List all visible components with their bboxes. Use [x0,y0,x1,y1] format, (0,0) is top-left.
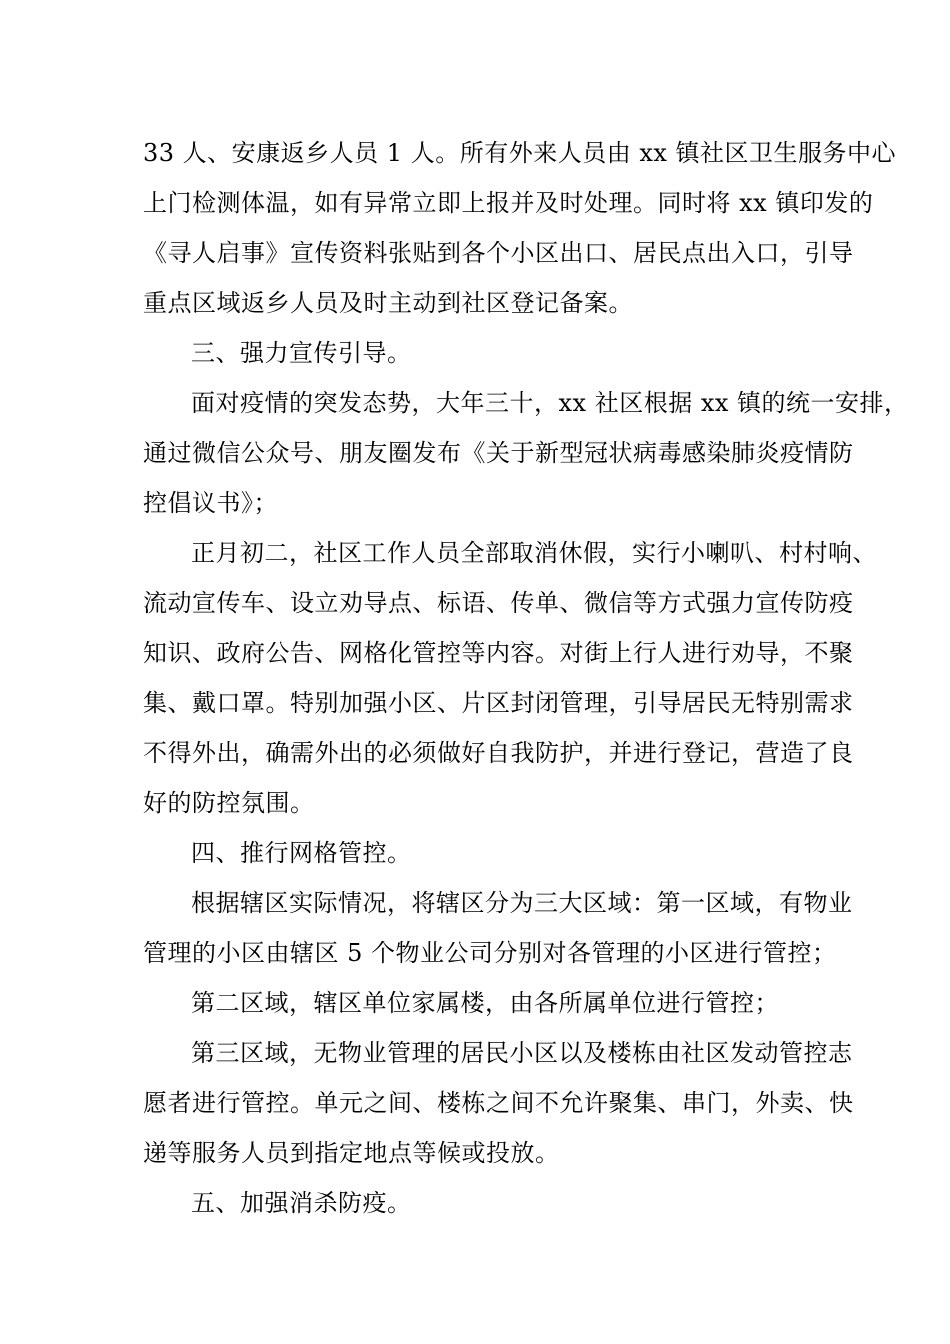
section-heading: 三、强力宣传引导。 [191,339,412,367]
section-heading: 四、推行网格管控。 [191,839,412,867]
text-line: 递等服务人员到指定地点等候或投放。 [143,1139,560,1167]
text-line: 愿者进行管控。单元之间、楼栋之间不允许聚集、串门，外卖、快 [143,1089,854,1117]
text-line: 《寻人启事》宣传资料张贴到各个小区出口、居民点出入口，引导 [143,239,854,267]
text-line: 根据辖区实际情况，将辖区分为三大区域：第一区域，有物业 [191,889,853,917]
section-heading: 五、加强消杀防疫。 [191,1189,412,1217]
text-line: 不得外出，确需外出的必须做好自我防护，并进行登记，营造了良 [143,739,854,767]
text-line: 好的防控氛围。 [143,789,315,817]
text-line: 面对疫情的突发态势，大年三十，xx 社区根据 xx 镇的统一安排， [191,389,909,417]
text-line: 集、戴口罩。特别加强小区、片区封闭管理，引导居民无特别需求 [143,689,854,717]
text-line: 知识、政府公告、网格化管控等内容。对街上行人进行劝导，不聚 [143,639,854,667]
text-line: 第三区域，无物业管理的居民小区以及楼栋由社区发动管控志 [191,1039,853,1067]
text-line: 通过微信公众号、朋友圈发布《关于新型冠状病毒感染肺炎疫情防 [143,439,854,467]
text-line: 33 人、安康返乡人员 1 人。所有外来人员由 xx 镇社区卫生服务中心 [143,139,897,167]
text-line: 控倡议书》； [143,489,278,517]
text-line: 重点区域返乡人员及时主动到社区登记备案。 [143,289,633,317]
text-line: 上门检测体温，如有异常立即上报并及时处理。同时将 xx 镇印发的 [143,189,874,217]
text-line: 流动宣传车、设立劝导点、标语、传单、微信等方式强力宣传防疫 [143,589,854,617]
text-line: 第二区域，辖区单位家属楼，由各所属单位进行管控； [191,989,779,1017]
text-line: 管理的小区由辖区 5 个物业公司分别对各管理的小区进行管控； [143,939,837,967]
text-line: 正月初二，社区工作人员全部取消休假，实行小喇叭、村村响、 [191,539,877,567]
